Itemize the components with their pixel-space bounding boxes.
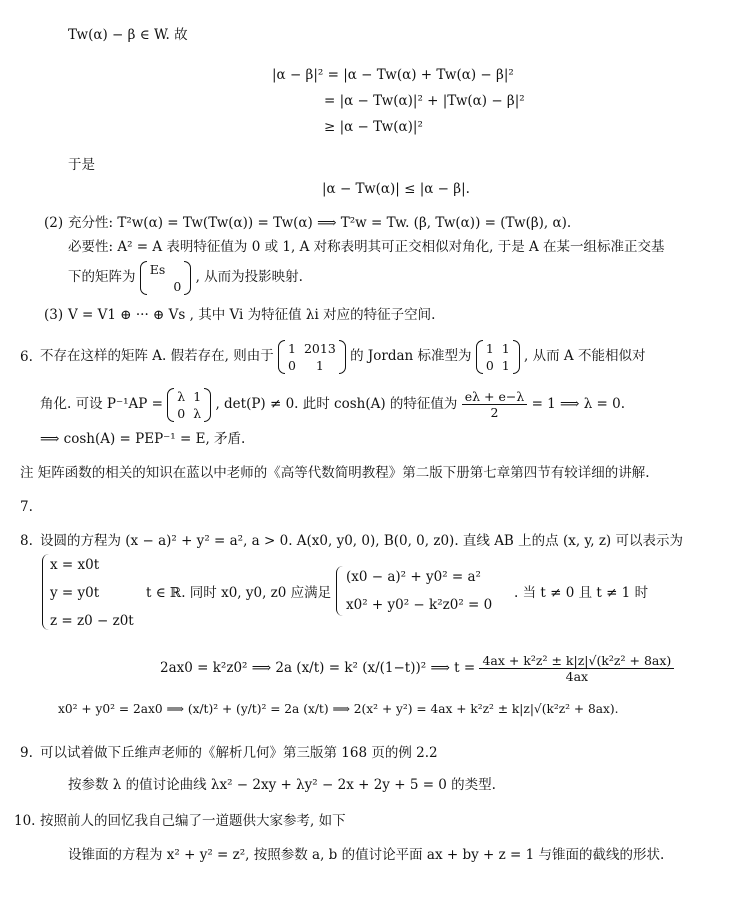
left-brace bbox=[336, 566, 343, 616]
item-label: (3) bbox=[44, 307, 64, 323]
matrix-cell: 0 bbox=[173, 278, 182, 294]
matrix-cell: 0 bbox=[288, 357, 296, 373]
text-line: 按照前人的回忆我自己编了一道题供大家参考, 如下 bbox=[40, 813, 346, 829]
matrix-cell: Es bbox=[149, 261, 166, 277]
matrix bbox=[476, 340, 520, 374]
text-line: 设圆的方程为 (x − a)² + y² = a², a > 0. A(x0, y0, 0), B(0, 0, z0). 直线 AB 上的点 (x, y, z) 可以表示为 bbox=[40, 533, 683, 549]
text-line: t ∈ ℝ. 同时 x0, y0, z0 应满足 bbox=[146, 585, 332, 601]
left-brace bbox=[42, 554, 49, 630]
question-number: 9. bbox=[20, 745, 33, 761]
fraction bbox=[462, 389, 528, 420]
system-equation: x = x0t bbox=[50, 557, 100, 573]
question-number: 6. bbox=[20, 349, 33, 365]
matrix-cell: 1 bbox=[193, 388, 202, 404]
text-line: 按参数 λ 的值讨论曲线 λx² − 2xy + λy² − 2x + 2y + 5 = 0 的类型. bbox=[68, 777, 496, 793]
text-fragment: 角化. 可设 P⁻¹AP = bbox=[40, 396, 163, 412]
equation-line: |α − β|² = |α − Tw(α) + Tw(α) − β|² bbox=[272, 67, 514, 83]
text-line: 充分性: T²w(α) = Tw(Tw(α)) = Tw(α) ⟹ T²w = Tw. (β, Tw(α)) = (Tw(β), α). bbox=[68, 215, 572, 231]
question-number: 8. bbox=[20, 533, 33, 549]
matrix-cell: 1 bbox=[501, 340, 510, 356]
matrix-cell: λ bbox=[177, 388, 186, 404]
matrix-cell: 2013 bbox=[303, 340, 336, 356]
system-equation: (x0 − a)² + y0² = a² bbox=[346, 569, 481, 585]
denominator: 4ax bbox=[565, 669, 589, 684]
question-number: 7. bbox=[20, 499, 33, 515]
system-equation: z = z0 − z0t bbox=[50, 613, 134, 629]
text-line: Tw(α) − β ∈ W. 故 bbox=[68, 27, 188, 43]
denominator: 2 bbox=[490, 405, 499, 420]
equation-line bbox=[160, 650, 674, 686]
system-equation: x0² + y0² − k²z0² = 0 bbox=[346, 597, 493, 613]
equation-line: |α − Tw(α)| ≤ |α − β|. bbox=[322, 181, 470, 197]
text-fragment: 的 Jordan 标准型为 bbox=[350, 348, 472, 364]
text-fragment: , 从而为投影映射. bbox=[195, 269, 303, 285]
text-line: 于是 bbox=[68, 157, 95, 173]
text-fragment: = 1 ⟹ λ = 0. bbox=[531, 396, 626, 412]
text-line: 设锥面的方程为 x² + y² = z², 按照参数 a, b 的值讨论平面 ax + by + z = 1 与锥面的截线的形状. bbox=[68, 847, 665, 863]
matrix bbox=[167, 388, 211, 422]
matrix-cell: 1 bbox=[288, 340, 296, 356]
matrix-cell: 1 bbox=[315, 357, 324, 373]
text-fragment: , det(P) ≠ 0. 此时 cosh(A) 的特征值为 bbox=[215, 396, 458, 412]
matrix-cell: 1 bbox=[501, 357, 510, 373]
note-line: 注 矩阵函数的相关的知识在蓝以中老师的《高等代数简明教程》第二版下册第七章第四节有较详细的讲解. bbox=[20, 465, 650, 481]
matrix-cell: 1 bbox=[485, 340, 494, 356]
text-line: ⟹ cosh(A) = PEP⁻¹ = E, 矛盾. bbox=[40, 431, 246, 447]
matrix-cell: 0 bbox=[177, 405, 186, 421]
block-matrix bbox=[140, 261, 192, 295]
matrix-cell: λ bbox=[193, 405, 202, 421]
text-line: V = V1 ⊕ ··· ⊕ Vs , 其中 Vi 为特征值 λi 对应的特征子空间. bbox=[68, 307, 436, 323]
text-line: . 当 t ≠ 0 且 t ≠ 1 时 bbox=[514, 585, 649, 601]
matrix bbox=[278, 340, 346, 374]
text-line bbox=[40, 384, 625, 424]
text-line bbox=[68, 258, 303, 296]
text-line bbox=[40, 336, 645, 376]
equation-line: = |α − Tw(α)|² + |Tw(α) − β|² bbox=[324, 93, 525, 109]
numerator: 4ax + k²z² ± k|z|√(k²z² + 8ax) bbox=[479, 653, 674, 669]
text-line: 必要性: A² = A 表明特征值为 0 或 1, A 对称表明其可正交相似对角化, 于是 A 在某一组标准正交基 bbox=[68, 239, 665, 255]
text-fragment: 下的矩阵为 bbox=[68, 269, 136, 285]
text-fragment: , 从而 A 不能相似对 bbox=[524, 348, 646, 364]
numerator: eλ + e−λ bbox=[462, 389, 528, 405]
matrix-cell: 0 bbox=[485, 357, 494, 373]
equation-line: x0² + y0² = 2ax0 ⟹ (x/t)² + (y/t)² = 2a (x/t) ⟹ 2(x² + y²) = 4ax + k²z² ± k|z|√(k²z² + 8ax). bbox=[58, 702, 619, 716]
item-label: (2) bbox=[44, 215, 64, 231]
question-number: 10. bbox=[14, 813, 36, 829]
text-fragment: 2ax0 = k²z0² ⟹ 2a (x/t) = k² (x/(1−t))² ⟹ t = bbox=[160, 660, 476, 676]
system-equation: y = y0t bbox=[50, 585, 100, 601]
equation-line: ≥ |α − Tw(α)|² bbox=[324, 119, 423, 135]
text-fragment: 不存在这样的矩阵 A. 假若存在, 则由于 bbox=[40, 348, 274, 364]
text-line: 可以试着做下丘维声老师的《解析几何》第三版第 168 页的例 2.2 bbox=[40, 745, 438, 761]
fraction bbox=[479, 653, 674, 684]
